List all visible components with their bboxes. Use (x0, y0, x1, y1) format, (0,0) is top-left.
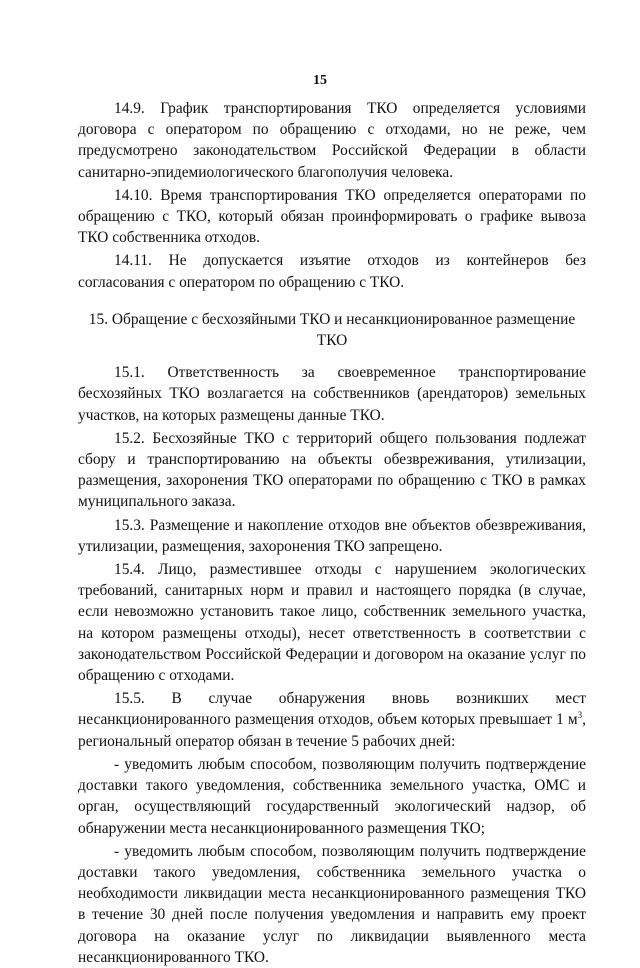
document-body (78, 98, 586, 968)
paragraph-15-5-text: 15.5. В случае обнаружения вновь возникших мест несанкционированного размещения отходов, объем которых превышает 1 м (78, 690, 586, 729)
paragraph-15-3: 15.3. Размещение и накопление отходов вне объектов обезвреживания, утилизации, размещения, захоронения ТКО запрещено. (78, 516, 586, 555)
paragraph-15-5 (78, 688, 586, 752)
paragraph-14-11: 14.11. Не допускается изъятие отходов из контейнеров без согласования с оператором по обращению с ТКО. (78, 252, 586, 291)
section-15-heading: 15. Обращение с бесхозяйными ТКО и несанкционированное размещение ТКО (88, 310, 576, 350)
paragraph-15-1: 15.1. Ответственность за своевременное транспортирование бесхозяйных ТКО возлагается на собственников (арендаторов) земельных участков, на которых размещены данные ТКО. (78, 364, 586, 424)
cubic-superscript: 3 (577, 710, 583, 721)
bullet-item-notify-owner-oms: - уведомить любым способом, позволяющим получить подтверждение доставки такого уведомления, собственника земельного участка, ОМС и орган, осуществляющий государственный экологический надзор, об обнаружении места несанкционированного размещения ТКО; (78, 755, 586, 837)
paragraph-15-5-tail: , региональный оператор обязан в течение 5 рабочих дней: (78, 711, 586, 750)
paragraph-14-10: 14.10. Время транспортирования ТКО определяется операторами по обращению с ТКО, который обязан проинформировать о графике вывоза ТКО собственника отходов. (78, 186, 586, 247)
paragraph-15-4: 15.4. Лицо, разместившее отходы с нарушением экологических требований, санитарных норм и правил и настоящего порядка (в случае, если невозможно установить такое лицо, собственник земельного участка, на котором размещены отходы), несет ответственность в соответствии с законодательством Российской Федерации и договором на оказание услуг по обращению с отходами. (78, 561, 586, 685)
bullet-item-notify-liquidation: - уведомить любым способом, позволяющим получить подтверждение доставки такого уведомления, собственника земельного участка о необходимости ликвидации места несанкционированного размещения ТКО в течение 30 дней после получения уведомления и направить ему проект договора на оказание услуг по ликвидации выявленного места несанкционированного ТКО. (78, 842, 586, 966)
page-number: 15 (313, 73, 327, 88)
paragraph-15-2: 15.2. Бесхозяйные ТКО с территорий общего пользования подлежат сбору и транспортированию на объекты обезвреживания, утилизации, размещения, захоронения ТКО операторами по обращению с ТКО в рамках муниципального заказа. (78, 429, 586, 511)
paragraph-14-9: 14.9. График транспортирования ТКО определяется условиями договора с оператором по обращению с отходами, но не реже, чем предусмотрено законодательством Российской Федерации в области санитарно-эпидемиологического благополучия человека. (78, 100, 586, 181)
